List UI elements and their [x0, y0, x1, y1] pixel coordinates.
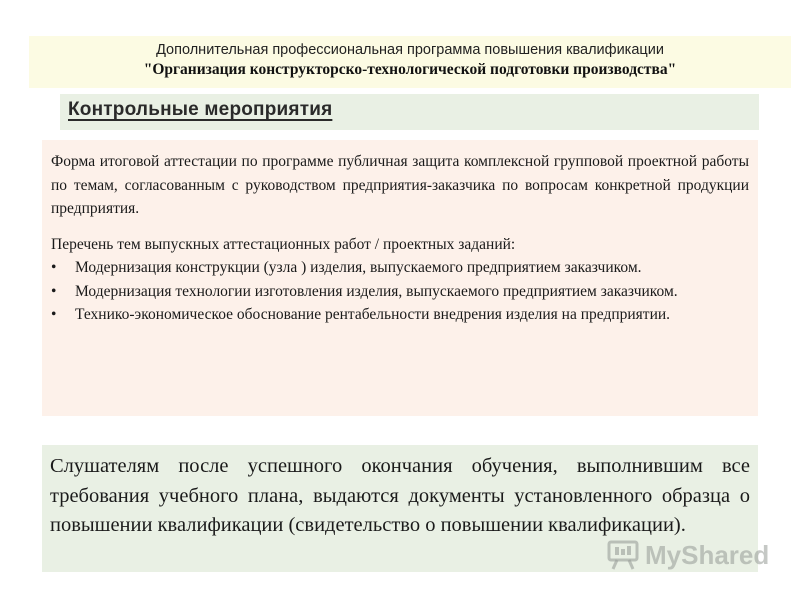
program-title: "Организация конструкторско-технологической подготовки производства": [143, 61, 677, 78]
assessment-info-box: [42, 140, 758, 416]
assessment-form-paragraph: Форма итоговой аттестации по программе публичная защита комплексной групповой проектной работы по темам, согласованным с руководством предприятия-заказчика по вопросам конкретной продукции предприятия.: [51, 153, 749, 217]
topics-heading: Перечень тем выпускных аттестационных работ / проектных заданий:: [51, 235, 516, 253]
topics-list: [51, 256, 749, 327]
certificate-paragraph: Слушателям после успешного окончания обучения, выполнившим все требования учебного плана, выдаются документы установленного образца о повышении квалификации (свидетельство о повышении квалификации).: [50, 455, 750, 536]
bullet-icon: •: [51, 259, 57, 276]
list-item: [51, 280, 749, 304]
list-item-text: Модернизация технологии изготовления изделия, выпускаемого предприятием заказчиком.: [75, 282, 678, 300]
program-subtitle: Дополнительная профессиональная программа повышения квалификации: [156, 42, 664, 58]
program-header: [29, 36, 791, 88]
bullet-icon: •: [51, 306, 57, 323]
list-item-text: Технико-экономическое обоснование рентабельности внедрения изделия на предприятии.: [75, 306, 671, 323]
list-item-text: Модернизация конструкции (узла ) изделия, выпускаемого предприятием заказчиком.: [75, 259, 642, 276]
watermark: [607, 535, 770, 575]
watermark-text: MyShared: [645, 540, 770, 570]
paragraph-spacer: [51, 221, 749, 233]
list-item: [51, 256, 749, 280]
section-header: [60, 94, 759, 130]
bullet-icon: •: [51, 282, 57, 300]
section-title: Контрольные мероприятия: [68, 99, 333, 120]
list-item: [51, 303, 749, 327]
presentation-board-icon: [607, 540, 639, 570]
